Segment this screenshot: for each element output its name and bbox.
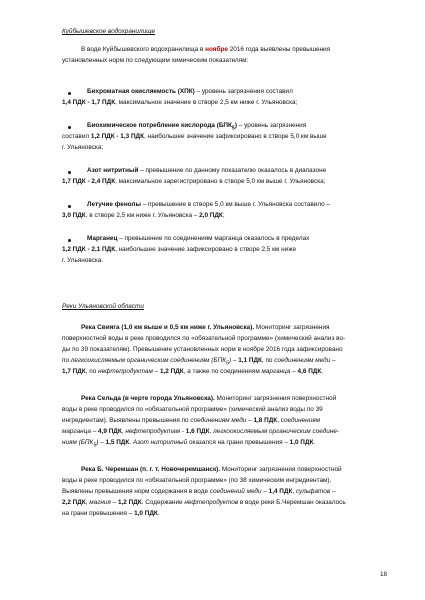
cheremshan-l4-end: в воде реки Б.Черемшан оказалось <box>238 499 346 506</box>
sviyaga-l5-mid4: – <box>290 368 298 375</box>
bullet-5-line1 <box>62 234 381 244</box>
cheremshan-l4-mid2: – <box>110 499 118 506</box>
bullet-4-line1 <box>62 200 381 210</box>
selda-l4-mid4: , <box>209 428 214 435</box>
sviyaga-line5 <box>62 367 381 377</box>
bullet-5-text2: , наибольшее значение зафиксировано в створе 2,5 км ниже <box>115 246 297 253</box>
cheremshan-l3-end: – <box>330 488 336 495</box>
selda-l3-it: соединениям меди <box>190 417 247 424</box>
bullet-5-line2 <box>62 245 381 255</box>
cheremshan-l4-mid3: . Содержание <box>141 499 185 506</box>
sviyaga-l5-b3: 4,6 ПДК <box>297 368 322 375</box>
selda-line5 <box>62 438 381 450</box>
bullet-1-line2 <box>62 98 381 108</box>
cheremshan-line4 <box>62 498 381 508</box>
sviyaga-l4-b: 1,1 ПДК <box>238 357 262 364</box>
selda-l3-mid2: , <box>277 417 281 424</box>
selda-line1 <box>62 394 381 404</box>
cheremshan-line3 <box>62 487 381 497</box>
selda-l5-end: . <box>313 439 316 446</box>
cheremshan-l3-it: соединений меди <box>209 488 262 495</box>
sviyaga-l4-end: – <box>330 357 336 364</box>
bullet-4-text: – превышение в створе 5,0 км выше г. Ульяновска составило – <box>140 201 331 208</box>
bullet-2-term: Биохимическое потребление кислорода (БПК <box>87 122 232 129</box>
cheremshan-title: Река Б. Черемшан (п. г. т. Новочеремшанск). <box>81 466 221 473</box>
bullet-2-line2 <box>62 132 381 142</box>
bullet-4-end: ; <box>222 212 225 219</box>
bullet-5-text: – превышение по соединениям марганца оказалось в пределах <box>117 235 310 242</box>
cheremshan-line2: воды в реке проводился по «обязательной программе» (по 38 химическим ингредиентам). <box>62 477 332 484</box>
cheremshan-l4-b: 2,2 ПДК <box>62 499 86 506</box>
cheremshan-l3-it2: сульфатов <box>295 488 331 495</box>
bullet-5-value: 1,2 ПДК - 2,1 ПДК <box>62 246 116 253</box>
bullet-1-text2: , максимальное значение в створе 2,5 км ниже г. Ульяновска; <box>115 99 298 106</box>
bullet-3-line2 <box>62 177 381 187</box>
bullet-4-value: 3,0 ПДК <box>62 212 86 219</box>
cheremshan-l3-b: 1,4 ПДК <box>268 488 293 495</box>
bullet-4-value2: 2,0 ПДК <box>199 212 223 219</box>
cheremshan-text1: Мониторинг загрязнения поверхностной <box>220 466 342 473</box>
selda-l5-it: ниям (БПК <box>62 439 94 446</box>
intro-post: 2016 года выявлены превышения <box>227 46 331 53</box>
cheremshan-line5 <box>62 509 381 519</box>
selda-l5-sub: 5 <box>93 442 97 449</box>
sviyaga-l5-b: 1,7 ПДК <box>62 368 86 375</box>
page-number: 18 <box>380 571 388 578</box>
selda-l5-mid: – <box>98 439 106 446</box>
sviyaga-l5-mid3: , а также по соединениям <box>183 368 262 375</box>
sviyaga-l4-pre: по <box>62 357 71 364</box>
selda-line2: воды в реке проводился по «обязательной программе» (химический анализ воды по 39 <box>62 406 323 413</box>
sviyaga-l5-it: нефтепродуктам <box>98 368 153 375</box>
cheremshan-line1 <box>62 465 381 475</box>
intro-pre: В воде Куйбышевского водохранилища в <box>81 46 206 53</box>
cheremshan-l3-pre: Выявлены превышения норм содержания в воде <box>62 488 210 495</box>
bullet-4-term: Летучие фенолы <box>87 201 141 208</box>
bullet-2-text: – уровень загрязнения <box>237 122 307 129</box>
selda-l5-b2: 1,0 ПДК <box>289 439 314 446</box>
selda-l5-mid3: оказался на грани превышения – <box>187 439 290 446</box>
sviyaga-l4-sub: 5 <box>225 360 229 367</box>
intro-paragraph-line1 <box>62 45 381 55</box>
bullet-3-text2: , максимальное зарегистрировано в створе 5,0 км выше г. Ульяновска; <box>115 178 326 185</box>
bullet-2-line3: г. Ульяновска; <box>62 144 104 151</box>
cheremshan-l3-mid2: , <box>292 488 296 495</box>
intro-paragraph-line2: установленных норм по следующим химическим показателям: <box>62 57 249 64</box>
bullet-1-text: – уровень загрязнения составил <box>194 88 293 95</box>
bullet-2-term-end: ) <box>234 122 238 129</box>
bullet-3-term: Азот нитритный <box>87 167 139 174</box>
selda-l4-mid: – <box>90 428 99 435</box>
selda-title: Река Сельда (в черте города Ульяновска). <box>81 395 215 402</box>
bullet-2-sub: 5 <box>231 125 235 132</box>
selda-l3-it2: соединениям <box>280 417 321 424</box>
bullet-2-pre: составил <box>62 133 91 140</box>
sviyaga-l4-mid2: , по <box>261 357 275 364</box>
sviyaga-line1 <box>62 323 381 333</box>
intro-month: ноябре <box>205 46 228 53</box>
selda-l3-mid: – <box>246 417 254 424</box>
selda-l4-b: 4,9 ПДК <box>98 428 122 435</box>
bullet-1-term: Бихроматная окисляемость (ХПК) <box>87 88 195 95</box>
sviyaga-l5-end: . <box>321 368 324 375</box>
bullet-5-line3: г. Ульяновска. <box>62 257 104 264</box>
sviyaga-l5-mid2: – <box>152 368 160 375</box>
cheremshan-l5-pre: на грани превышения – <box>62 510 135 517</box>
cheremshan-l4-it: магния <box>89 499 111 506</box>
selda-l5-b: 1,5 ПДК <box>105 439 130 446</box>
sviyaga-text1: Мониторинг загрязнения <box>254 324 330 331</box>
sviyaga-l5-mid: , по <box>85 368 99 375</box>
cheremshan-l4-b2: 1,2 ПДК <box>117 499 142 506</box>
cheremshan-l5-end: . <box>157 510 160 517</box>
bullet-1-value: 1,4 ПДК - 1,7 ПДК <box>62 99 116 106</box>
bullet-3-line1 <box>62 166 381 176</box>
sviyaga-l4-mid: – <box>231 357 239 364</box>
selda-line4 <box>62 427 381 437</box>
selda-l4-it: марганца <box>62 428 91 435</box>
bullet-2-value: 1,2 ПДК - 1,3 ПДК <box>90 133 144 140</box>
bullet-4-line2 <box>62 211 381 221</box>
sviyaga-l5-b2: 1,2 ПДК <box>159 368 184 375</box>
sviyaga-l4-it: легкоокисляемым органическим соединениям (БПК <box>70 357 226 364</box>
selda-l3-pre: ингредиентам). Выявлены превышения по <box>62 417 191 424</box>
sviyaga-line2: поверхностной воды в реке проводился по «обязательной программе» (химический анализ во- <box>62 335 346 342</box>
selda-l3-b: 1,8 ПДК <box>253 417 278 424</box>
bullet-3-text: – превышение по данному показателю оказалось в диапазоне <box>138 167 327 174</box>
bullet-5-term: Марганец <box>87 235 118 242</box>
selda-l5-it3: Азот нитритный <box>132 439 188 446</box>
selda-l4-it2: нефтепродуктам <box>125 428 181 435</box>
section-heading-kuibyshev: Куйбышевское водохранилище <box>62 28 156 35</box>
selda-l4-it3: легкоокисляемым органическим соедине- <box>213 428 340 435</box>
selda-text1: Мониторинг загрязнения поверхностной <box>214 395 337 402</box>
sviyaga-l5-it2: марганца <box>261 368 291 375</box>
bullet-1-line1 <box>62 87 381 97</box>
sviyaga-title: Река Свияга (1,0 км выше и 0,5 км ниже г. Ульяновска). <box>81 324 255 331</box>
selda-line3 <box>62 416 381 426</box>
cheremshan-l4-it2: нефтепродуктов <box>184 499 239 506</box>
bullet-4-text2: , в створе 2,5 км ниже г. Ульяновска – <box>85 212 200 219</box>
cheremshan-l4-mid: , <box>85 499 90 506</box>
selda-l5-mid2: . <box>129 439 133 446</box>
sviyaga-line3: ды по 39 показателям). Превышение установленных норм в ноябре 2016 года зафиксировано <box>62 346 343 353</box>
section-heading-rivers: Реки Ульяновской области <box>62 303 144 310</box>
selda-l4-mid2: , <box>121 428 126 435</box>
selda-l4-b2: 1,6 ПДК <box>185 428 210 435</box>
selda-l5-it2: ) <box>96 439 99 446</box>
bullet-3-value: 1,7 ПДК - 2,4 ПДК <box>62 178 116 185</box>
sviyaga-l4-it2: ) <box>228 357 232 364</box>
cheremshan-l3-mid: – <box>261 488 269 495</box>
cheremshan-l5-b: 1,0 ПДК <box>134 510 158 517</box>
selda-l4-mid3: - <box>180 428 186 435</box>
bullet-2-text2: , наибольшее значение зафиксировано в створе 5,0 км выше <box>144 133 327 140</box>
sviyaga-l4-it3: соединениям меди <box>274 357 331 364</box>
